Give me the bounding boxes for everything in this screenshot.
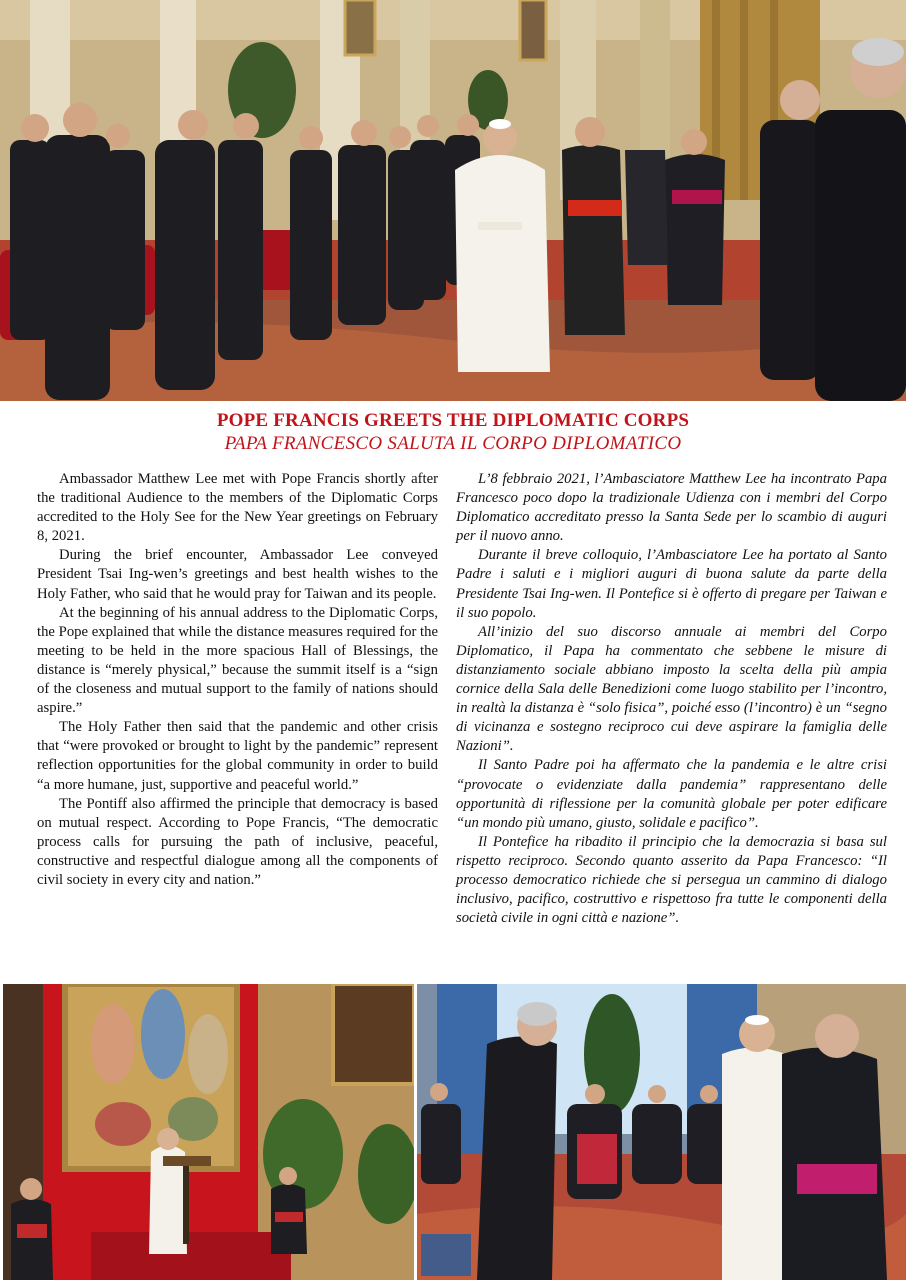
italian-paragraph: All’inizio del suo discorso annuale ai membri del Corpo Diplomatico, il Papa ha commentato che sebbene le misure di distanziamento sociale abbiano imposto la scelta della più ampia cornice della Sala delle Benedizioni come luogo stabilito per l’incontro, in realtà la distanza è “solo fisica”, poiché esso (l’incontro) è un “segno di vicinanza e sostegno reciproco cui deve aspirare la famiglia delle Nazioni”. bbox=[456, 623, 887, 755]
headline-english: POPE FRANCIS GREETS THE DIPLOMATIC CORPS bbox=[216, 410, 690, 431]
english-column bbox=[37, 470, 438, 890]
headline bbox=[0, 409, 906, 455]
photo-pope-address-hall bbox=[3, 984, 414, 1280]
photo-pope-greeting-diplomats bbox=[0, 0, 906, 401]
photo-ambassador-greets-pope bbox=[417, 984, 906, 1280]
italian-paragraph: Il Pontefice ha ribadito il principio che la democrazia si basa sul rispetto reciproco. Secondo quanto asserito da Papa Francesco: “Il processo democratico richiede che si persegua un cammino di dialogo inclusivo, pacifico, costruttivo e rispettoso fra tutte le componenti della società civile in ogni città e nazione”. bbox=[456, 833, 887, 927]
english-paragraph: The Pontiff also affirmed the principle that democracy is based on mutual respect. According to Pope Francis, “The democratic process calls for pursuing the path of inclusive, peaceful, constructive and respectful dialogue among all the components of civil society in every city and nation.” bbox=[37, 795, 438, 888]
photo-bottom-left-illustration bbox=[3, 984, 414, 1280]
english-paragraph: The Holy Father then said that the pandemic and other crisis that “were provoked or brought to light by the pandemic” represent reflection opportunities for the global community in order to build “a more humane, just, supportive and peaceful world.” bbox=[37, 719, 438, 793]
english-paragraph: Ambassador Matthew Lee met with Pope Francis shortly after the traditional Audience to the members of the Diplomatic Corps accredited to the Holy See for the New Year greetings on February 8, 2021. bbox=[37, 471, 438, 545]
photo-top-illustration bbox=[0, 0, 906, 401]
photo-bottom-right-illustration bbox=[417, 984, 906, 1280]
italian-paragraph: Il Santo Padre poi ha affermato che la pandemia e le altre crisi “provocate o evidenziate dalla pandemia” rappresentano delle opportunità di riflessione per la comunità globale per poter edificare “un mondo più umano, giusto, solidale e pacifico”. bbox=[456, 757, 887, 831]
italian-paragraph: Durante il breve colloquio, l’Ambasciatore Lee ha portato al Santo Padre i saluti e i migliori auguri di buona salute da parte della Presidente Tsai Ing-wen. Il Pontefice si è offerto di pregare per Taiwan e il suo popolo. bbox=[456, 547, 887, 621]
headline-italian: PAPA FRANCESCO SALUTA IL CORPO DIPLOMATICO bbox=[224, 433, 682, 454]
italian-paragraph: L’8 febbraio 2021, l’Ambasciatore Matthew Lee ha incontrato Papa Francesco poco dopo la tradizionale Udienza con i membri del Corpo Diplomatico accreditato presso la Santa Sede per lo scambio di auguri per il nuovo anno. bbox=[456, 471, 887, 545]
english-paragraph: At the beginning of his annual address to the Diplomatic Corps, the Pope explained that while the distance measures required for the meeting to be held in the more spacious Hall of Blessings, the distance is “merely physical,” because the summit itself is a “sign of the closeness and mutual support to the family of nations should aspire.” bbox=[37, 604, 438, 717]
italian-column bbox=[456, 470, 887, 928]
english-paragraph: During the brief encounter, Ambassador Lee conveyed President Tsai Ing-wen’s greetings and best health wishes to the Holy Father, who said that he would pray for Taiwan and its people. bbox=[37, 547, 438, 602]
